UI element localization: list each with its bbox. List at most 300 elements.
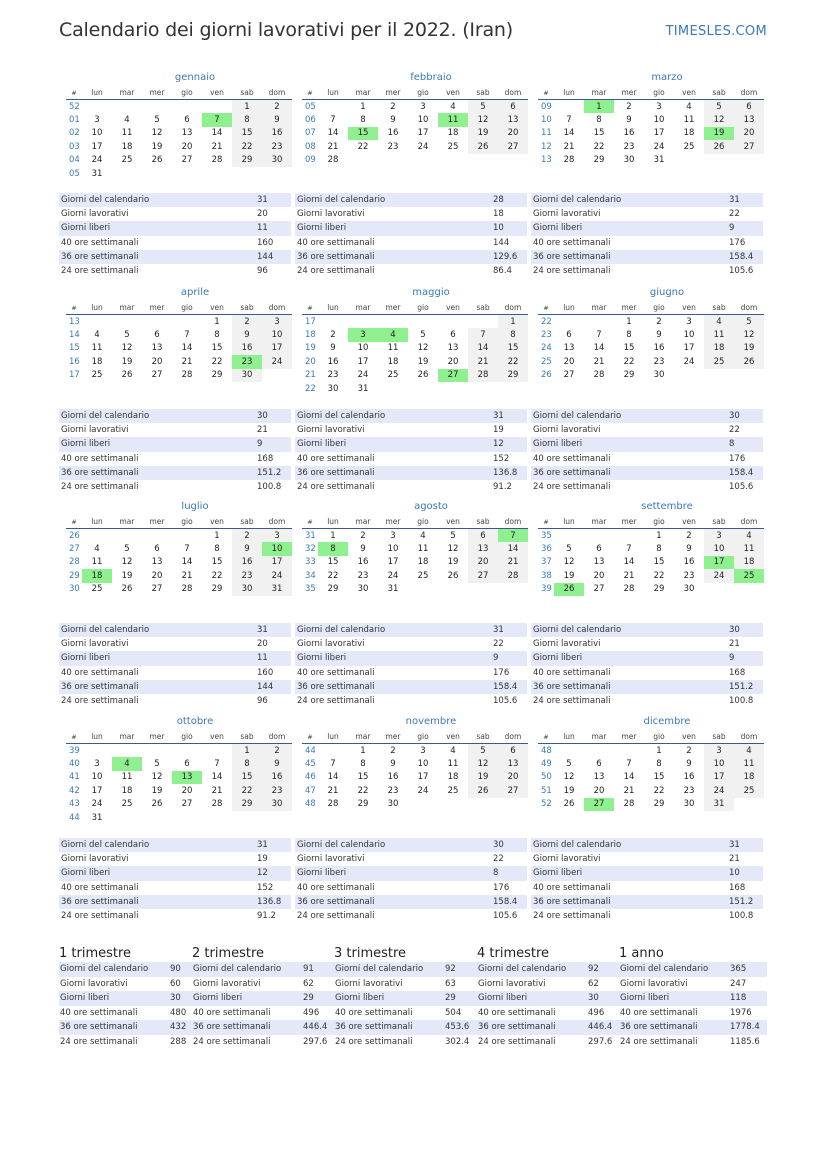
weekday-header: lun — [554, 86, 584, 100]
day-cell — [142, 315, 172, 329]
day-cell: 17 — [357, 356, 369, 367]
day-cell — [172, 811, 202, 824]
month-calendar — [538, 515, 764, 596]
day-cell — [232, 167, 262, 180]
weekday-header: sab — [468, 86, 498, 100]
week-number-header: # — [66, 86, 82, 100]
day-cell: 24 — [387, 570, 399, 581]
week-row — [66, 100, 292, 114]
day-cell: 27 — [151, 584, 163, 595]
day-cell: 1 — [214, 316, 220, 327]
day-cell: 13 — [498, 757, 528, 770]
month-calendar — [538, 730, 764, 811]
stat-label: 40 ore settimanali — [297, 882, 375, 893]
week-number: 13 — [69, 316, 80, 327]
stat-label: 24 ore settimanali — [297, 265, 375, 276]
day-cell: 4 — [420, 530, 426, 541]
stat-value: 92 — [445, 964, 456, 974]
week-row — [66, 154, 292, 167]
stat-value: 496 — [588, 1007, 605, 1018]
month-dicembre — [538, 714, 768, 811]
day-cell: 18 — [704, 342, 734, 355]
stat-value: 160 — [257, 237, 274, 248]
day-cell: 6 — [450, 330, 456, 341]
month-stats — [295, 193, 527, 278]
day-cell: 15 — [327, 557, 339, 568]
day-cell: 9 — [390, 115, 396, 126]
day-cell — [704, 369, 734, 382]
stat-value: 29 — [303, 993, 314, 1003]
day-cell: 24 — [704, 569, 734, 582]
weekday-header: ven — [674, 730, 704, 744]
stat-value: 31 — [729, 195, 740, 205]
stat-label: 36 ore settimanali — [297, 251, 375, 262]
stat-label: 36 ore settimanali — [61, 251, 139, 262]
week-number: 36 — [541, 544, 552, 555]
day-cell: 2 — [262, 744, 292, 758]
stat-value: 11 — [257, 223, 268, 234]
summary-column — [477, 945, 619, 1049]
stat-value: 30 — [729, 625, 740, 635]
week-row — [302, 583, 528, 596]
stat-label: 24 ore settimanali — [60, 1036, 138, 1047]
day-cell: 25 — [447, 141, 459, 152]
day-cell: 9 — [330, 343, 336, 354]
stat-row — [295, 623, 527, 637]
stat-row — [295, 250, 527, 264]
day-cell — [172, 100, 202, 114]
day-cell: 5 — [450, 530, 456, 541]
day-cell: 28 — [623, 584, 635, 595]
day-cell: 1 — [232, 744, 262, 758]
day-cell: 17 — [653, 128, 665, 139]
stat-value: 91.2 — [493, 481, 512, 492]
stat-row — [531, 466, 763, 480]
summary-row — [334, 1020, 477, 1035]
week-number: 26 — [541, 370, 552, 381]
weekday-header: dom — [262, 86, 292, 100]
day-cell: 13 — [151, 557, 163, 568]
day-cell: 8 — [318, 542, 348, 555]
day-cell: 24 — [262, 569, 292, 582]
day-cell: 12 — [468, 113, 498, 126]
day-cell — [112, 315, 142, 329]
month-stats — [531, 193, 763, 278]
month-title: giugno — [649, 287, 685, 298]
day-cell — [408, 315, 438, 329]
weekday-header: lun — [82, 730, 112, 744]
day-cell: 6 — [596, 544, 602, 555]
day-cell: 6 — [596, 759, 602, 770]
brand-link[interactable]: TIMESLES.COM — [665, 24, 767, 39]
day-cell — [584, 529, 614, 543]
weekday-header: dom — [734, 730, 764, 744]
stat-label: 24 ore settimanali — [193, 1036, 271, 1047]
day-cell: 21 — [327, 785, 339, 796]
day-cell: 20 — [468, 556, 498, 569]
weekday-header: lun — [554, 301, 584, 315]
day-cell — [262, 811, 292, 824]
stat-value: 63 — [445, 978, 456, 989]
day-cell: 2 — [232, 529, 262, 543]
month-calendar — [66, 515, 292, 596]
month-ottobre — [66, 714, 296, 824]
stat-label: Giorni lavorativi — [297, 209, 365, 220]
day-cell: 27 — [593, 584, 605, 595]
day-cell: 23 — [357, 570, 369, 581]
stat-row — [531, 694, 763, 708]
stat-label: Giorni lavorativi — [60, 978, 128, 989]
stat-row — [531, 866, 763, 880]
stat-row — [531, 250, 763, 264]
week-row — [538, 315, 764, 329]
week-row — [302, 113, 528, 126]
day-cell: 29 — [653, 799, 665, 810]
stat-row — [295, 866, 527, 880]
week-number: 22 — [305, 383, 316, 394]
stat-label: Giorni lavorativi — [478, 978, 546, 989]
week-number: 25 — [541, 356, 552, 367]
weekday-header: ven — [202, 86, 232, 100]
week-row — [538, 757, 764, 770]
stat-label: 40 ore settimanali — [193, 1007, 271, 1018]
stat-label: Giorni del calendario — [297, 195, 386, 205]
stat-value: 129.6 — [493, 251, 518, 262]
month-title: ottobre — [176, 716, 214, 727]
day-cell: 24 — [417, 785, 429, 796]
stat-label: 36 ore settimanali — [533, 681, 611, 692]
week-number: 39 — [69, 745, 80, 756]
day-cell: 12 — [563, 772, 575, 783]
stat-label: Giorni del calendario — [61, 840, 150, 850]
week-number: 37 — [541, 557, 552, 568]
week-number: 22 — [541, 316, 552, 327]
weekday-header: dom — [498, 730, 528, 744]
day-cell — [468, 315, 498, 329]
month-title: settembre — [641, 501, 693, 512]
day-cell: 13 — [172, 771, 202, 784]
day-cell: 23 — [623, 141, 635, 152]
stat-row — [59, 838, 291, 852]
stat-label: 40 ore settimanali — [533, 237, 611, 248]
day-cell: 24 — [262, 355, 292, 368]
day-cell — [142, 529, 172, 543]
week-row — [538, 542, 764, 555]
day-cell: 19 — [704, 127, 734, 140]
day-cell — [348, 315, 378, 329]
week-row — [538, 784, 764, 797]
stat-value: 30 — [257, 411, 268, 421]
weekday-header: gio — [644, 515, 674, 529]
day-cell: 1 — [360, 745, 366, 756]
stat-value: 60 — [170, 978, 181, 989]
day-cell: 21 — [498, 556, 528, 569]
week-number: 03 — [69, 141, 80, 152]
stat-label: Giorni liberi — [478, 993, 528, 1003]
stat-label: 40 ore settimanali — [297, 667, 375, 678]
day-cell: 10 — [387, 544, 399, 555]
weekday-header: gio — [172, 86, 202, 100]
stat-label: Giorni del calendario — [533, 840, 622, 850]
day-cell: 25 — [417, 570, 429, 581]
week-row — [66, 355, 292, 368]
stat-row — [531, 207, 763, 221]
week-number: 34 — [305, 570, 316, 581]
week-number: 18 — [305, 330, 316, 341]
day-cell — [318, 744, 348, 758]
weekday-header: mer — [142, 515, 172, 529]
weekday-header: gio — [408, 730, 438, 744]
week-number: 24 — [541, 343, 552, 354]
stat-row — [531, 852, 763, 866]
day-cell: 18 — [683, 128, 695, 139]
stat-label: Giorni liberi — [60, 993, 110, 1003]
weekday-header: mer — [142, 86, 172, 100]
day-cell: 1 — [626, 316, 632, 327]
day-cell: 16 — [232, 556, 262, 569]
stat-label: Giorni liberi — [533, 439, 583, 450]
week-number: 45 — [305, 759, 316, 770]
weekday-header: ven — [202, 515, 232, 529]
day-cell: 31 — [91, 168, 103, 179]
day-cell — [438, 315, 468, 329]
day-cell: 9 — [686, 759, 692, 770]
week-number: 21 — [305, 370, 316, 381]
week-number: 44 — [305, 745, 316, 756]
day-cell: 11 — [704, 328, 734, 341]
day-cell: 22 — [211, 570, 223, 581]
stat-value: 105.6 — [493, 695, 518, 706]
stat-label: Giorni del calendario — [533, 411, 622, 421]
day-cell: 10 — [683, 330, 695, 341]
stat-row — [295, 838, 527, 852]
week-row — [302, 744, 528, 758]
week-number: 09 — [541, 101, 552, 112]
day-cell: 19 — [417, 356, 429, 367]
day-cell: 15 — [348, 127, 378, 140]
week-number-header: # — [302, 301, 318, 315]
stat-row — [59, 852, 291, 866]
week-row — [538, 113, 764, 126]
day-cell — [142, 744, 172, 758]
weekday-header: mar — [584, 86, 614, 100]
summary-row — [619, 1020, 767, 1035]
stat-value: 22 — [729, 209, 740, 220]
summary-row — [59, 1035, 192, 1050]
day-cell: 12 — [417, 343, 429, 354]
day-cell — [438, 583, 468, 596]
weekday-header: sab — [704, 86, 734, 100]
stat-row — [295, 480, 527, 494]
stat-value: 20 — [257, 209, 268, 220]
day-cell: 20 — [151, 356, 163, 367]
day-cell: 21 — [468, 355, 498, 368]
weekday-header: lun — [318, 86, 348, 100]
week-number: 35 — [305, 584, 316, 595]
week-row — [66, 127, 292, 140]
day-cell: 4 — [450, 101, 456, 112]
week-row — [66, 113, 292, 126]
day-cell: 16 — [327, 356, 339, 367]
day-cell — [262, 167, 292, 180]
day-cell: 10 — [262, 328, 292, 341]
day-cell: 12 — [121, 557, 133, 568]
month-stats — [295, 409, 527, 494]
week-row — [302, 315, 528, 329]
day-cell — [468, 382, 498, 395]
weekday-header: mar — [584, 301, 614, 315]
week-row — [302, 798, 528, 811]
weekday-header: gio — [172, 515, 202, 529]
day-cell: 3 — [262, 315, 292, 329]
stat-value: 158.4 — [729, 251, 754, 262]
day-cell: 2 — [686, 745, 692, 756]
day-cell: 23 — [232, 569, 262, 582]
stat-label: Giorni liberi — [297, 868, 347, 879]
day-cell: 5 — [154, 759, 160, 770]
stat-value: 176 — [493, 882, 510, 893]
weekday-header: mer — [614, 301, 644, 315]
summary-row — [619, 1035, 767, 1050]
week-number: 15 — [69, 343, 80, 354]
day-cell: 16 — [387, 772, 399, 783]
day-cell: 8 — [498, 328, 528, 341]
day-cell: 4 — [734, 744, 764, 758]
day-cell: 17 — [704, 771, 734, 784]
weekday-header: ven — [438, 730, 468, 744]
stat-label: Giorni del calendario — [297, 840, 386, 850]
stat-label: 40 ore settimanali — [61, 237, 139, 248]
stat-row — [59, 423, 291, 437]
day-cell: 17 — [91, 785, 103, 796]
stat-value: 1976 — [730, 1007, 752, 1018]
day-cell: 4 — [704, 315, 734, 329]
stat-value: 31 — [257, 625, 268, 635]
day-cell: 5 — [704, 100, 734, 114]
day-cell: 6 — [184, 115, 190, 126]
stat-label: 24 ore settimanali — [61, 910, 139, 921]
week-number: 38 — [541, 570, 552, 581]
stat-row — [59, 666, 291, 680]
day-cell — [554, 100, 584, 114]
day-cell: 14 — [623, 772, 635, 783]
day-cell: 29 — [623, 370, 635, 381]
stat-value: 504 — [445, 1007, 462, 1018]
week-number-header: # — [66, 730, 82, 744]
week-row — [302, 556, 528, 569]
stat-label: 40 ore settimanali — [61, 453, 139, 464]
day-cell — [584, 744, 614, 758]
stat-row — [295, 852, 527, 866]
day-cell: 3 — [420, 745, 426, 756]
day-cell: 11 — [121, 772, 133, 783]
day-cell: 7 — [626, 544, 632, 555]
week-number: 42 — [69, 785, 80, 796]
month-calendar — [302, 86, 528, 167]
day-cell — [468, 798, 498, 811]
summary-column — [192, 945, 334, 1049]
day-cell — [202, 167, 232, 180]
week-row — [538, 140, 764, 153]
weekday-header: dom — [734, 86, 764, 100]
stat-label: 36 ore settimanali — [335, 1022, 413, 1032]
stat-label: Giorni del calendario — [297, 625, 386, 635]
day-cell: 3 — [94, 115, 100, 126]
day-cell: 1 — [232, 100, 262, 114]
stat-value: 29 — [445, 993, 456, 1003]
day-cell: 6 — [184, 759, 190, 770]
day-cell: 30 — [327, 383, 339, 394]
month-luglio — [66, 499, 296, 596]
day-cell: 8 — [232, 113, 262, 126]
day-cell: 23 — [262, 140, 292, 153]
stat-row — [59, 637, 291, 651]
day-cell: 27 — [563, 370, 575, 381]
day-cell: 11 — [91, 343, 103, 354]
weekday-header: mar — [348, 515, 378, 529]
stat-value: 105.6 — [493, 910, 518, 921]
stat-row — [295, 437, 527, 451]
day-cell — [674, 154, 704, 167]
stat-value: 151.2 — [729, 896, 754, 907]
week-row — [538, 556, 764, 569]
stat-value: 288 — [170, 1036, 187, 1047]
summary-row — [192, 1035, 334, 1050]
stat-value: 62 — [588, 978, 599, 989]
day-cell: 13 — [151, 343, 163, 354]
day-cell: 25 — [387, 370, 399, 381]
day-cell — [172, 744, 202, 758]
day-cell: 23 — [387, 141, 399, 152]
stat-value: 176 — [493, 667, 510, 678]
weekday-header: lun — [82, 301, 112, 315]
day-cell: 26 — [734, 355, 764, 368]
stat-value: 9 — [729, 653, 735, 664]
day-cell: 19 — [121, 570, 133, 581]
month-maggio — [302, 285, 532, 395]
weekday-header: mar — [348, 86, 378, 100]
month-stats — [59, 193, 291, 278]
day-cell: 24 — [417, 141, 429, 152]
day-cell: 30 — [387, 799, 399, 810]
day-cell: 27 — [151, 370, 163, 381]
summary-row — [619, 962, 767, 977]
day-cell: 12 — [121, 343, 133, 354]
week-number: 46 — [305, 772, 316, 783]
day-cell: 20 — [498, 771, 528, 784]
week-number: 26 — [69, 530, 80, 541]
week-row — [66, 583, 292, 596]
day-cell — [734, 154, 764, 167]
week-row — [302, 154, 528, 167]
day-cell: 12 — [563, 557, 575, 568]
day-cell: 10 — [704, 542, 734, 555]
stat-label: Giorni del calendario — [61, 411, 150, 421]
stat-row — [295, 895, 527, 909]
week-row — [302, 569, 528, 582]
stat-value: 21 — [257, 425, 268, 436]
stat-value: 12 — [257, 868, 268, 879]
stat-row — [295, 423, 527, 437]
stat-value: 176 — [729, 453, 746, 464]
week-number: 07 — [305, 128, 316, 139]
stat-value: 31 — [729, 840, 740, 850]
day-cell: 23 — [232, 355, 262, 368]
day-cell: 3 — [686, 316, 692, 327]
day-cell — [734, 369, 764, 382]
week-row — [538, 369, 764, 382]
stat-value: 432 — [170, 1022, 187, 1032]
